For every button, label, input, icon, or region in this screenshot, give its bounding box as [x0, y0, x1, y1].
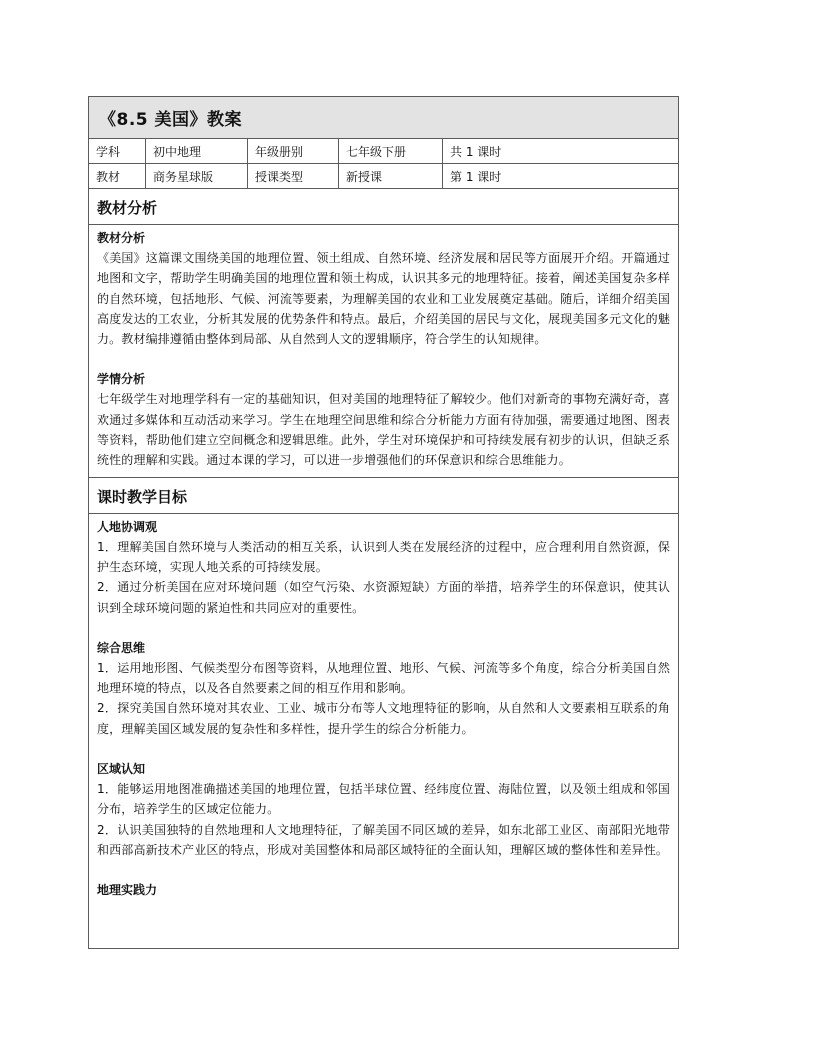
section-body-objectives	[89, 514, 678, 901]
current-period: 第 1 课时	[450, 169, 502, 184]
info-row-2	[89, 164, 678, 189]
objective-integrated-2: 2．探究美国自然环境对其农业、工业、城市分布等人文地理特征的影响，从自然和人文要素相互联系的角度，理解美国区域发展的复杂性和多样性，提升学生的综合分析能力。	[97, 701, 670, 736]
lesson-type-label: 授课类型	[248, 164, 339, 188]
paragraph-student-analysis: 七年级学生对地理学科有一定的基础知识，但对美国的地理特征了解较少。他们对新奇的事物充满好奇，喜欢通过多媒体和互动活动来学习。学生在地理空间思维和综合分析能力方面有待加强，需要通过地图、图表等资料，帮助他们建立空间概念和逻辑思维。此外，学生对环境保护和可持续发展有初步的认识，但缺乏系统性的理解和实践。通过本课的学习，可以进一步增强他们的环保意识和综合思维能力。	[97, 392, 670, 468]
subheading-human-land: 人地协调观	[97, 519, 158, 534]
paragraph-textbook-analysis: 《美国》这篇课文围绕美国的地理位置、领土组成、自然环境、经济发展和居民等方面展开介绍。开篇通过地图和文字，帮助学生明确美国的地理位置和领土构成，认识其多元的地理特征。接着，阐述美国复杂多样的自然环境，包括地形、气候、河流等要素，为理解美国的农业和工业发展奠定基础。随后，详细介绍美国高度发达的工农业，分析其发展的优势条件和特点。最后，介绍美国的居民与文化，展现美国多元文化的魅力。教材编排遵循由整体到局部、从自然到人文的逻辑顺序，符合学生的认知规律。	[97, 251, 670, 347]
total-periods: 共 1 课时	[450, 144, 502, 159]
objective-integrated-1: 1．运用地形图、气候类型分布图等资料，从地理位置、地形、气候、河流等多个角度，综合分析美国自然地理环境的特点，以及各自然要素之间的相互作用和影响。	[97, 660, 670, 696]
info-row-1	[89, 139, 678, 164]
objective-human-land-1: 1．理解美国自然环境与人类活动的相互关系，认识到人类在发展经济的过程中，应合理利用自然资源，保护生态环境，实现人地关系的可持续发展。	[97, 539, 670, 574]
subheading-regional-cognition: 区域认知	[97, 762, 146, 777]
lesson-plan-table	[88, 96, 679, 949]
subheading-integrated-thinking: 综合思维	[97, 640, 146, 655]
subject-label: 学科	[89, 139, 146, 163]
objective-regional-1: 1．能够运用地图准确描述美国的地理位置，包括半球位置、经纬度位置、海陆位置，以及领土组成和邻国分布，培养学生的区域定位能力。	[97, 782, 670, 817]
objective-human-land-2: 2．通过分析美国在应对环境问题（如空气污染、水资源短缺）方面的举措，培养学生的环保意识，使其认识到全球环境问题的紧迫性和共同应对的重要性。	[97, 580, 670, 615]
grade-label: 年级册别	[248, 139, 339, 163]
section-body-analysis	[89, 225, 678, 478]
subject-value: 初中地理	[146, 139, 248, 163]
section-heading-objectives: 课时教学目标	[89, 478, 678, 514]
textbook-label: 教材	[89, 164, 146, 188]
textbook-value: 商务星球版	[146, 164, 248, 188]
lesson-type-value: 新授课	[339, 164, 443, 188]
subheading-geo-practice: 地理实践力	[97, 883, 158, 898]
section-heading-analysis: 教材分析	[89, 189, 678, 225]
objective-regional-2: 2．认识美国独特的自然地理和人文地理特征，了解美国不同区域的差异，如东北部工业区、南部阳光地带和西部高新技术产业区的特点，形成对美国整体和局部区域特征的全面认知，理解区域的整体性和差异性。	[97, 822, 670, 857]
document-title: 《8.5 美国》教案	[89, 97, 678, 139]
subheading-student-analysis: 学情分析	[97, 372, 146, 387]
grade-value: 七年级下册	[339, 139, 443, 163]
subheading-textbook-analysis: 教材分析	[97, 231, 146, 245]
